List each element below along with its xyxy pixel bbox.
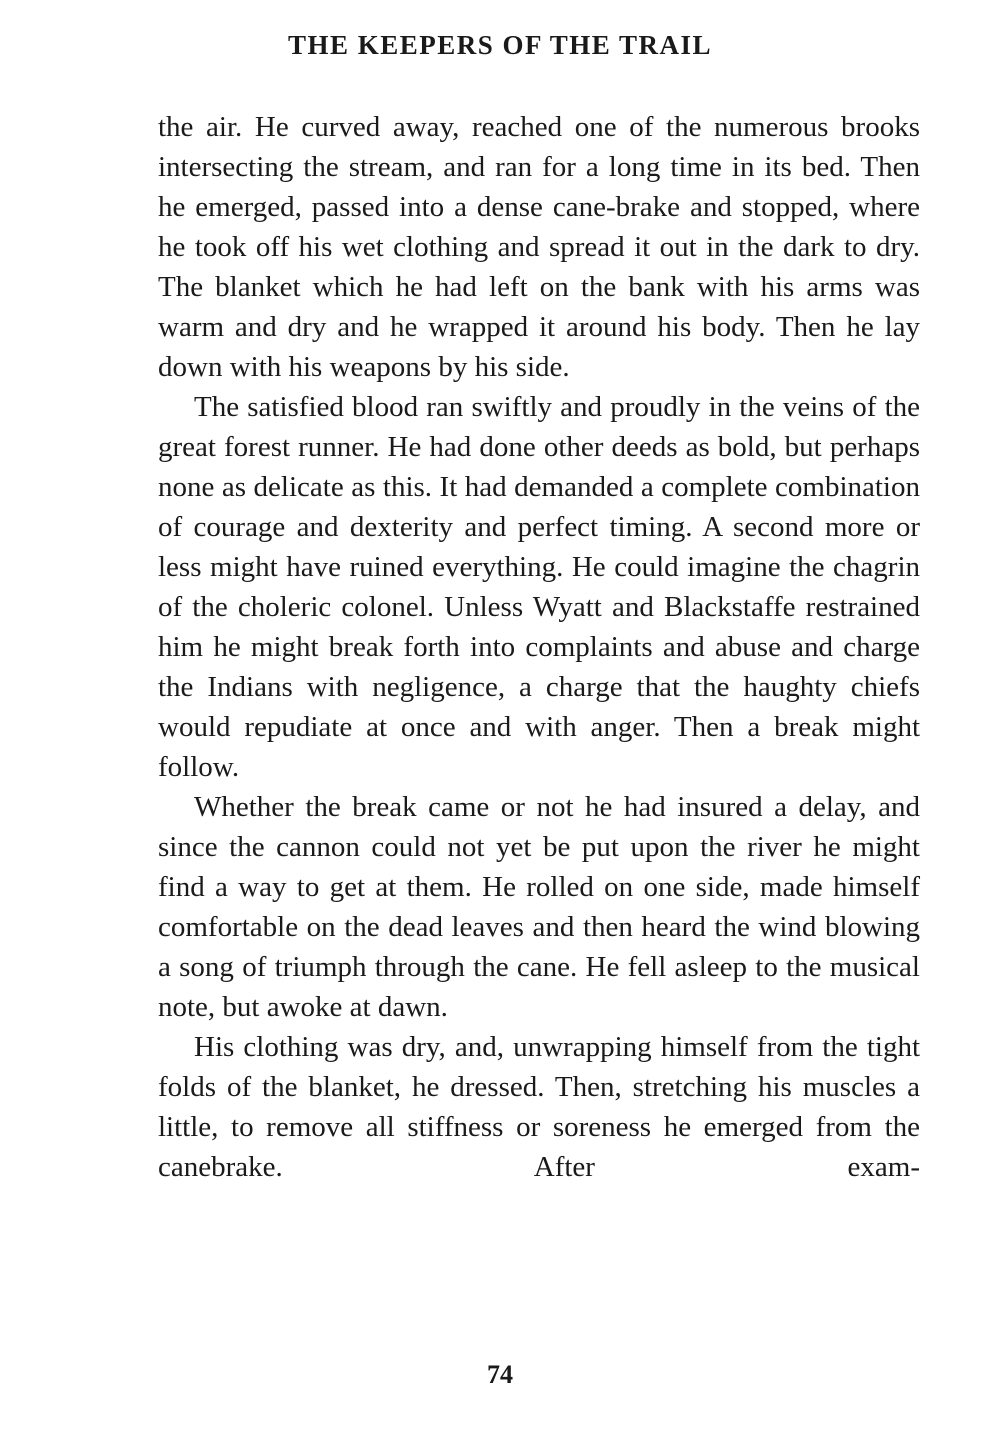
paragraph-3: Whether the break came or not he had insured a delay, and since the cannon could not yet be put upon the river he might find a way to get at them. He rolled on one side, made himself comfortable on the dead leaves and then heard the wind blowing a song of triumph through the cane. He fell asleep to the musical note, but awoke at dawn. xyxy=(158,791,920,1023)
paragraph-4: His clothing was dry, and, unwrapping himself from the tight folds of the blanket, he dressed. Then, stretching his muscles a little, to remove all stiffness or soreness he emerged from the canebrake. After exam- xyxy=(158,1031,920,1183)
body-text xyxy=(158,107,920,1187)
running-head: THE KEEPERS OF THE TRAIL xyxy=(287,30,713,60)
page-number: 74 xyxy=(487,1360,513,1389)
paragraph-1: the air. He curved away, reached one of the numerous brooks intersecting the stream, and ran for a long time in its bed. Then he emerged, passed into a dense cane-brake and stopped, where he took off his wet clothing and spread it out in the dark to dry. The blanket which he had left on the bank with his arms was warm and dry and he wrapped it around his body. Then he lay down with his weapons by his side. xyxy=(158,111,920,383)
paragraph-2: The satisfied blood ran swiftly and proudly in the veins of the great forest runner. He had done other deeds as bold, but perhaps none as delicate as this. It had demanded a complete combination of courage and dexterity and perfect timing. A second more or less might have ruined everything. He could imagine the chagrin of the choleric colonel. Unless Wyatt and Blackstaffe restrained him he might break forth into complaints and abuse and charge the Indians with negligence, a charge that the haughty chiefs would repudiate at once and with anger. Then a break might follow. xyxy=(158,391,920,783)
